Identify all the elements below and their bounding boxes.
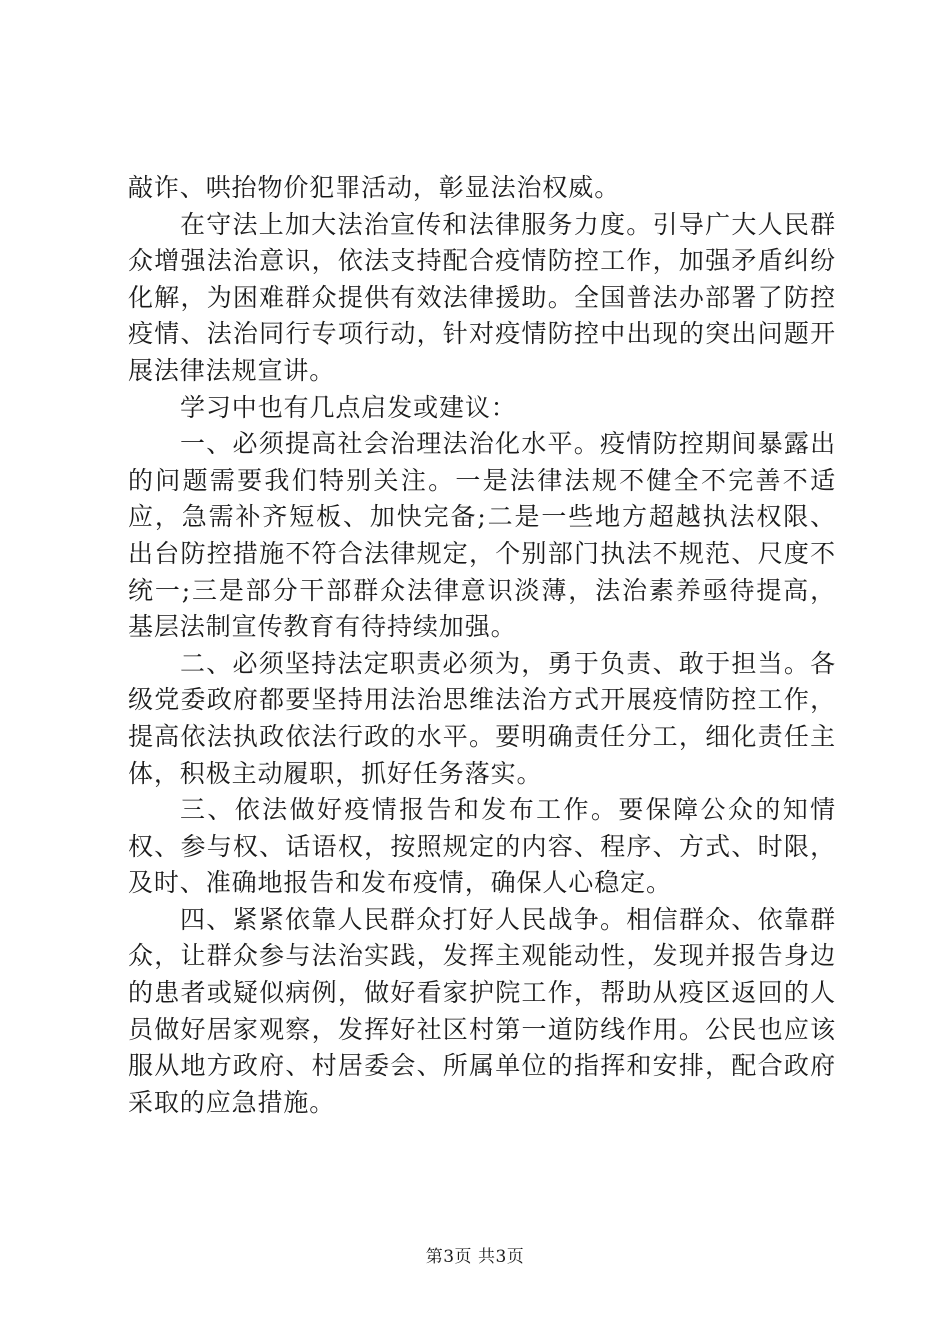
paragraph-suggestion-3: 三、依法做好疫情报告和发布工作。要保障公众的知情权、参与权、话语权，按照规定的内容、程序、方式、时限，及时、准确地报告和发布疫情，确保人心稳定。 <box>128 795 836 898</box>
paragraph-law-publicity: 在守法上加大法治宣传和法律服务力度。引导广大人民群众增强法治意识，依法支持配合疫情防控工作，加强矛盾纠纷化解，为困难群众提供有效法律援助。全国普法办部署了防控疫情、法治同行专项行动，针对疫情防控中出现的突出问题开展法律法规宣讲。 <box>128 209 836 385</box>
page-footer <box>0 1246 950 1268</box>
paragraph-continuation: 敲诈、哄抬物价犯罪活动，彰显法治权威。 <box>128 173 621 202</box>
paragraph-suggestion-2: 二、必须坚持法定职责必须为，勇于负责、敢于担当。各级党委政府都要坚持用法治思维法治方式开展疫情防控工作，提高依法执政依法行政的水平。要明确责任分工，细化责任主体，积极主动履职，抓好任务落实。 <box>128 648 836 788</box>
paragraph-suggestions-intro: 学习中也有几点启发或建议： <box>180 392 517 422</box>
paragraph-suggestion-4: 四、紧紧依靠人民群众打好人民战争。相信群众、依靠群众，让群众参与法治实践，发挥主观能动性，发现并报告身边的患者或疑似病例，做好看家护院工作，帮助从疫区返回的人员做好居家观察，发挥好社区村第一道防线作用。公民也应该服从地方政府、村居委会、所属单位的指挥和安排，配合政府采取的应急措施。 <box>128 904 836 1117</box>
paragraph-suggestion-1: 一、必须提高社会治理法治化水平。疫情防控期间暴露出的问题需要我们特别关注。一是法律法规不健全不完善不适应，急需补齐短板、加快完备;二是一些地方超越执法权限、出台防控措施不符合法律规定，个别部门执法不规范、尺度不统一;三是部分干部群众法律意识淡薄，法治素养亟待提高，基层法制宣传教育有待持续加强。 <box>128 429 836 642</box>
page-number: 第3页 共3页 <box>425 1247 525 1267</box>
document-body <box>128 170 836 1121</box>
